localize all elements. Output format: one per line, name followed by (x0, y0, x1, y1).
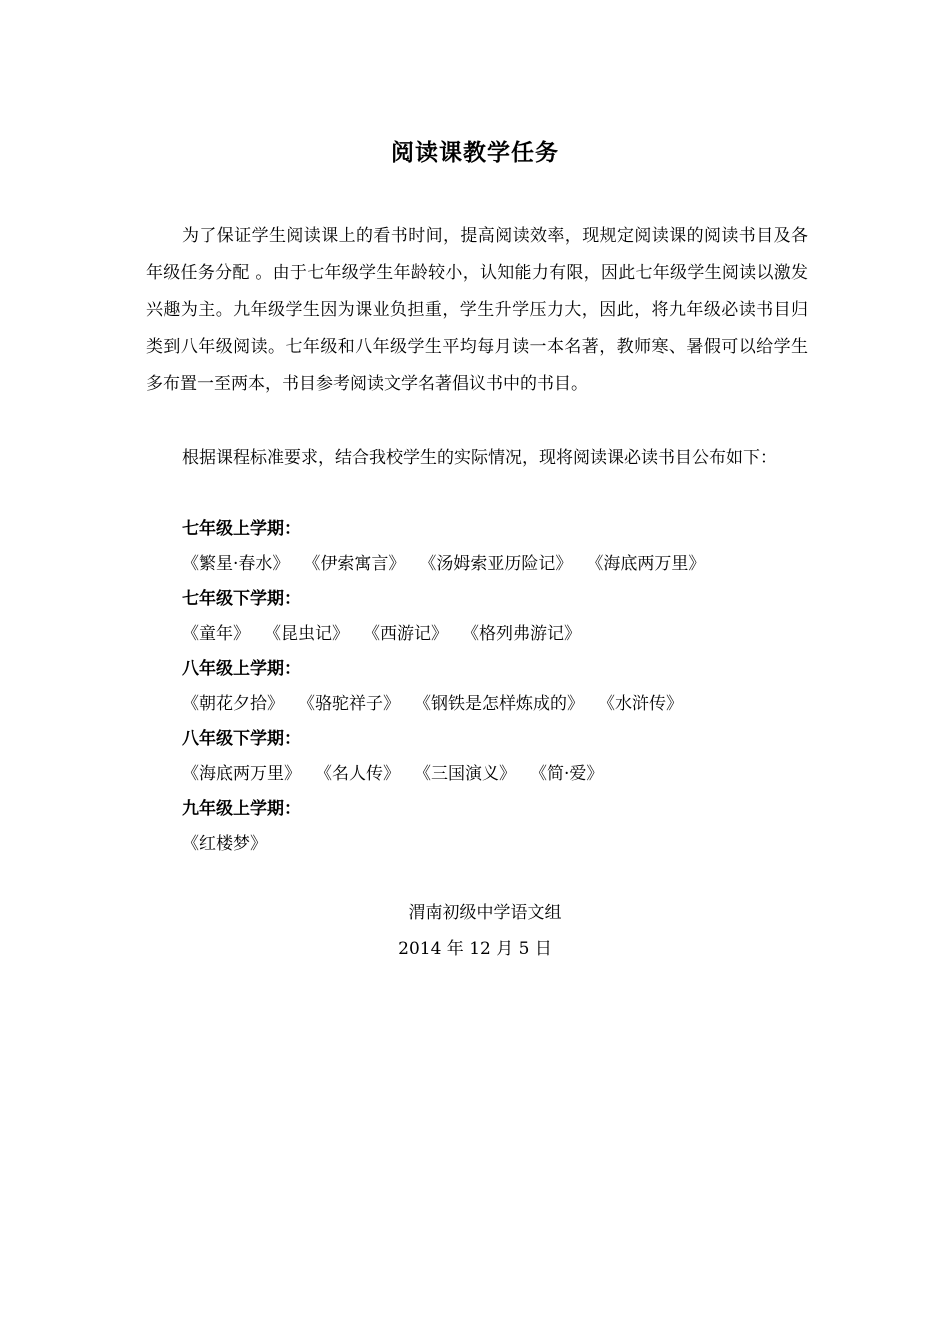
book-list (182, 547, 802, 582)
reading-list (182, 512, 802, 862)
grade-heading: 七年级下学期： (182, 589, 301, 609)
book-title: 《童年》 (182, 624, 250, 644)
document-title: 阅读课教学任务 (391, 139, 559, 166)
grade-heading: 九年级上学期： (182, 799, 301, 819)
book-title: 《名人传》 (315, 764, 400, 784)
book-title: 《海底两万里》 (586, 554, 706, 574)
book-title: 《钢铁是怎样炼成的》 (414, 694, 584, 714)
intro-paragraph: 为了保证学生阅读课上的看书时间，提高阅读效率，现规定阅读课的阅读书目及各年级任务分配 。由于七年级学生年龄较小，认知能力有限，因此七年级学生阅读以激发兴趣为主。九年级学生因为课业负担重，学生升学压力大，因此，将九年级必读书目归类到八年级阅读。七年级和八年级学生平均每月读一本名著，教师寒、暑假可以给学生多布置一至两本，书目参考阅读文学名著倡议书中的书目。 (146, 226, 808, 394)
grade-heading: 七年级上学期： (182, 519, 301, 539)
announcement-paragraph-container (146, 440, 808, 477)
book-title: 《昆虫记》 (264, 624, 349, 644)
book-title: 《汤姆索亚历险记》 (419, 554, 573, 574)
book-title: 《朝花夕拾》 (182, 694, 284, 714)
book-list (182, 757, 802, 792)
signature-date: 2014 年 12 月 5 日 (398, 939, 552, 959)
signature-organization: 渭南初级中学语文组 (408, 903, 562, 923)
grade-heading: 八年级下学期： (182, 729, 301, 749)
book-title: 《海底两万里》 (182, 764, 301, 784)
book-title: 《西游记》 (363, 624, 448, 644)
book-title: 《格列弗游记》 (462, 624, 581, 644)
grade-heading: 八年级上学期： (182, 659, 301, 679)
book-title: 《红楼梦》 (182, 834, 267, 854)
book-list (182, 617, 802, 652)
intro-paragraph-container (146, 218, 808, 403)
book-title: 《简·爱》 (530, 764, 604, 784)
book-list (182, 827, 802, 862)
book-list (182, 687, 802, 722)
book-title: 《水浒传》 (598, 694, 683, 714)
book-title: 《繁星·春水》 (182, 554, 290, 574)
book-title: 《骆驼祥子》 (298, 694, 400, 714)
book-title: 《伊索寓言》 (303, 554, 406, 574)
announcement-paragraph: 根据课程标准要求，结合我校学生的实际情况，现将阅读课必读书目公布如下： (182, 448, 777, 468)
book-title: 《三国演义》 (414, 764, 516, 784)
